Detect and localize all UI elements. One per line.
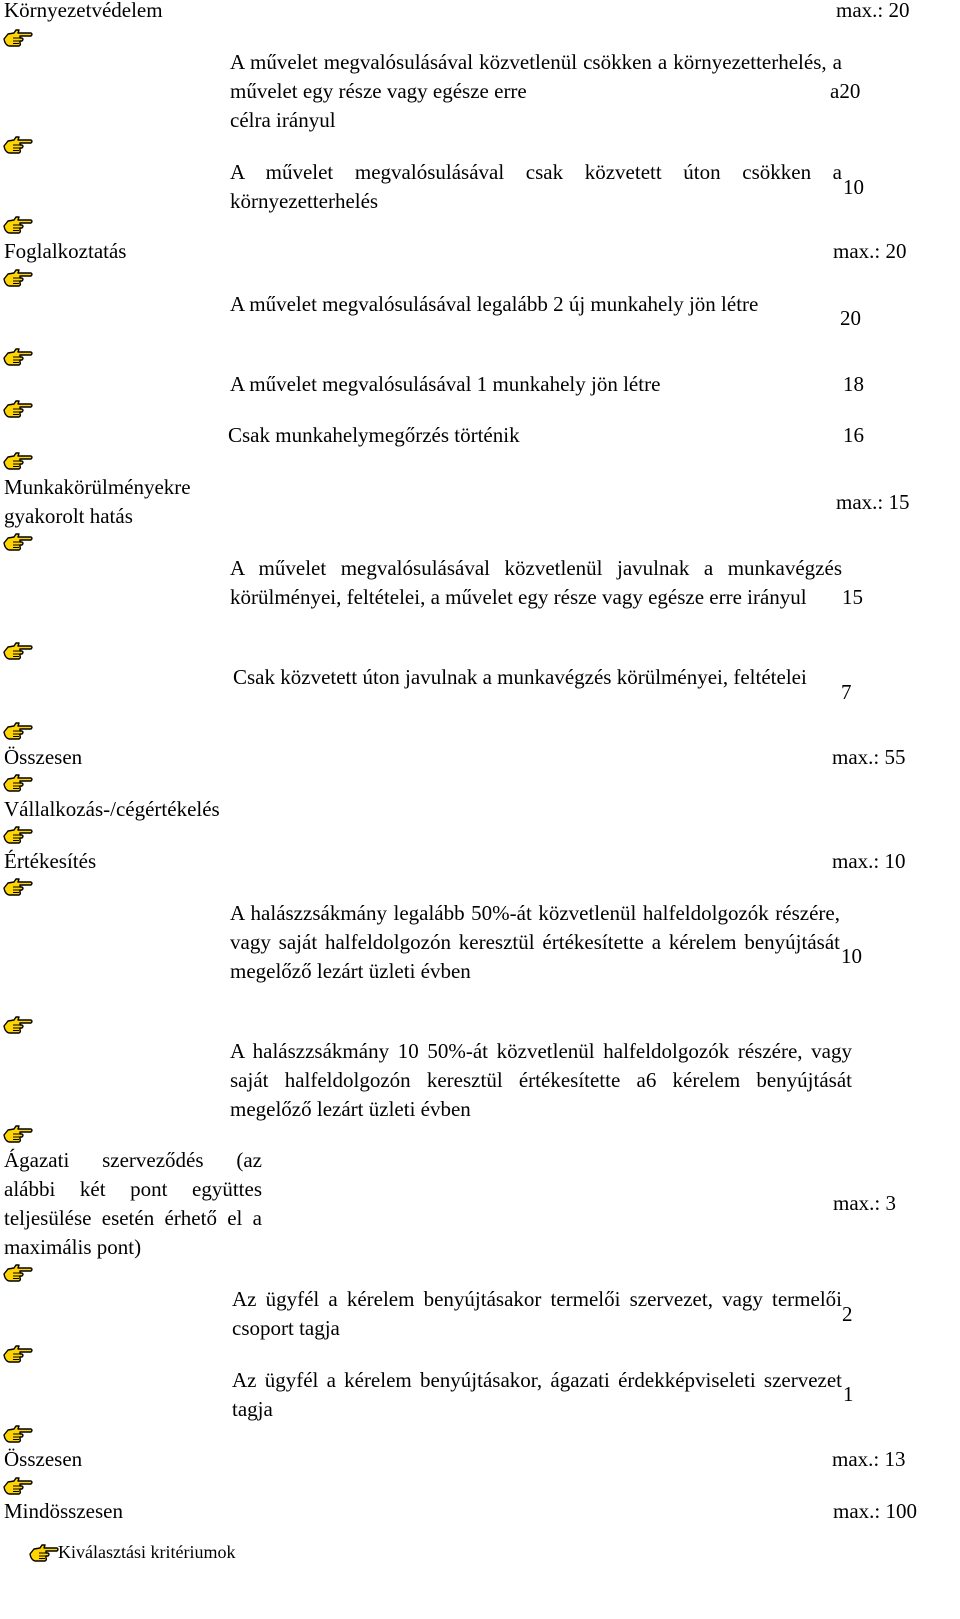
section-title-ertekesites: Értékesítés [4, 849, 97, 873]
pointing-hand-icon[interactable] [2, 721, 34, 743]
criterion-fogl-1-text: A művelet megvalósulásával legalább 2 új munkahely jön létre [230, 292, 759, 316]
pointing-hand-icon[interactable] [2, 268, 34, 290]
section-title-foglalkoztatas: Foglalkoztatás [4, 239, 127, 263]
pointing-hand-icon[interactable] [2, 451, 34, 473]
grand-total-max: max.: 100 [833, 1499, 917, 1523]
criterion-munkakor-2-score: 7 [841, 680, 852, 704]
criterion-kornyezet-2-score: 10 [843, 175, 864, 199]
criterion-munkakor-1-text: A művelet megvalósulásával közvetlenül javulnak a munkavégzés körülményei, feltételei, a művelet egy része vagy egésze erre irányul [230, 556, 842, 609]
criterion-ag-2-text: Az ügyfél a kérelem benyújtásakor, ágazati érdekképviseleti szervezet tagja [232, 1368, 842, 1421]
total-max-1: max.: 55 [832, 745, 906, 769]
pointing-hand-icon[interactable] [2, 1476, 34, 1498]
grand-total-title: Mindösszesen [4, 1499, 123, 1523]
pointing-hand-icon[interactable] [2, 1263, 34, 1285]
criterion-kornyezet-2-text: A művelet megvalósulásával csak közvetett úton csökken a környezetterhelés [230, 160, 842, 213]
criterion-fogl-3-text: Csak munkahelymegőrzés történik [228, 423, 520, 447]
pointing-hand-icon[interactable] [2, 641, 34, 663]
section-max-munkakor: max.: 15 [836, 490, 910, 514]
pointing-hand-icon[interactable] [28, 1543, 60, 1565]
criterion-kornyezet-1-text [230, 48, 842, 106]
criterion-ert-1-text: A halászzsákmány legalább 50%-át közvetlenül halfeldolgozók részére, vagy saját halfeldolgozón keresztül értékesítette a kérelem benyújtását megelőző lezárt üzleti évben [230, 901, 840, 983]
section-max-kornyezetvedelem: max.: 20 [836, 0, 910, 22]
pointing-hand-icon[interactable] [2, 1015, 34, 1037]
section-title-kornyezetvedelem: Környezetvédelem [4, 0, 163, 22]
criterion-kornyezet-1-tail: célra irányul [230, 108, 336, 132]
total-title-2: Összesen [4, 1447, 83, 1471]
criterion-kornyezet-1-body: A művelet megvalósulásával közvetlenül csökken a környezetterhelés, a művelet egy része vagy egésze erre [230, 50, 842, 103]
total-max-2: max.: 13 [832, 1447, 906, 1471]
criterion-munkakor-1-score: 15 [842, 585, 863, 609]
pointing-hand-icon[interactable] [2, 135, 34, 157]
criterion-ag-2-score: 1 [843, 1382, 854, 1406]
criterion-fogl-2-text: A művelet megvalósulásával 1 munkahely jön létre [230, 372, 661, 396]
section-max-foglalkoztatas: max.: 20 [833, 239, 907, 263]
criterion-ert-2-text: A halászzsákmány 10 50%-át közvetlenül halfeldolgozók részére, vagy saját halfeldolgozón keresztül értékesítette a6 kérelem benyújtását megelőző lezárt üzleti évben [230, 1039, 852, 1121]
section-title-munkakor-line1: Munkakörülményekre [4, 475, 191, 499]
section-max-agazati: max.: 3 [833, 1191, 896, 1215]
criterion-munkakor-2-text: Csak közvetett úton javulnak a munkavégzés körülményei, feltételei [233, 665, 807, 689]
section-title-munkakor-line2: gyakorolt hatás [4, 504, 133, 528]
section-title-agazati: Ágazati szerveződés (az alábbi két pont együttes teljesülése esetén érhető el a maximális pont) [4, 1148, 262, 1259]
pointing-hand-icon[interactable] [2, 28, 34, 50]
criterion-ag-1-score: 2 [842, 1302, 853, 1326]
total-title-1: Összesen [4, 745, 83, 769]
pointing-hand-icon[interactable] [2, 215, 34, 237]
pointing-hand-icon[interactable] [2, 1124, 34, 1146]
criterion-ag-1-text: Az ügyfél a kérelem benyújtásakor termelői szervezet, vagy termelői csoport tagja [232, 1287, 842, 1340]
section-max-ertekesites: max.: 10 [832, 849, 906, 873]
pointing-hand-icon[interactable] [2, 347, 34, 369]
criterion-fogl-3-score: 16 [843, 423, 864, 447]
pointing-hand-icon[interactable] [2, 877, 34, 899]
pointing-hand-icon[interactable] [2, 825, 34, 847]
pointing-hand-icon[interactable] [2, 1344, 34, 1366]
pointing-hand-icon[interactable] [2, 1424, 34, 1446]
pointing-hand-icon[interactable] [2, 773, 34, 795]
kivalasztasi-kriteriumok-link[interactable]: Kiválasztási kritériumok [58, 1542, 236, 1562]
criterion-ert-1-score: 10 [841, 944, 862, 968]
criterion-kornyezet-1-score: a20 [830, 79, 861, 103]
criterion-fogl-1-score: 20 [840, 306, 861, 330]
criterion-fogl-2-score: 18 [843, 372, 864, 396]
pointing-hand-icon[interactable] [2, 399, 34, 421]
pointing-hand-icon[interactable] [2, 532, 34, 554]
section-title-vallalkozas: Vállalkozás-/cégértékelés [4, 797, 220, 821]
